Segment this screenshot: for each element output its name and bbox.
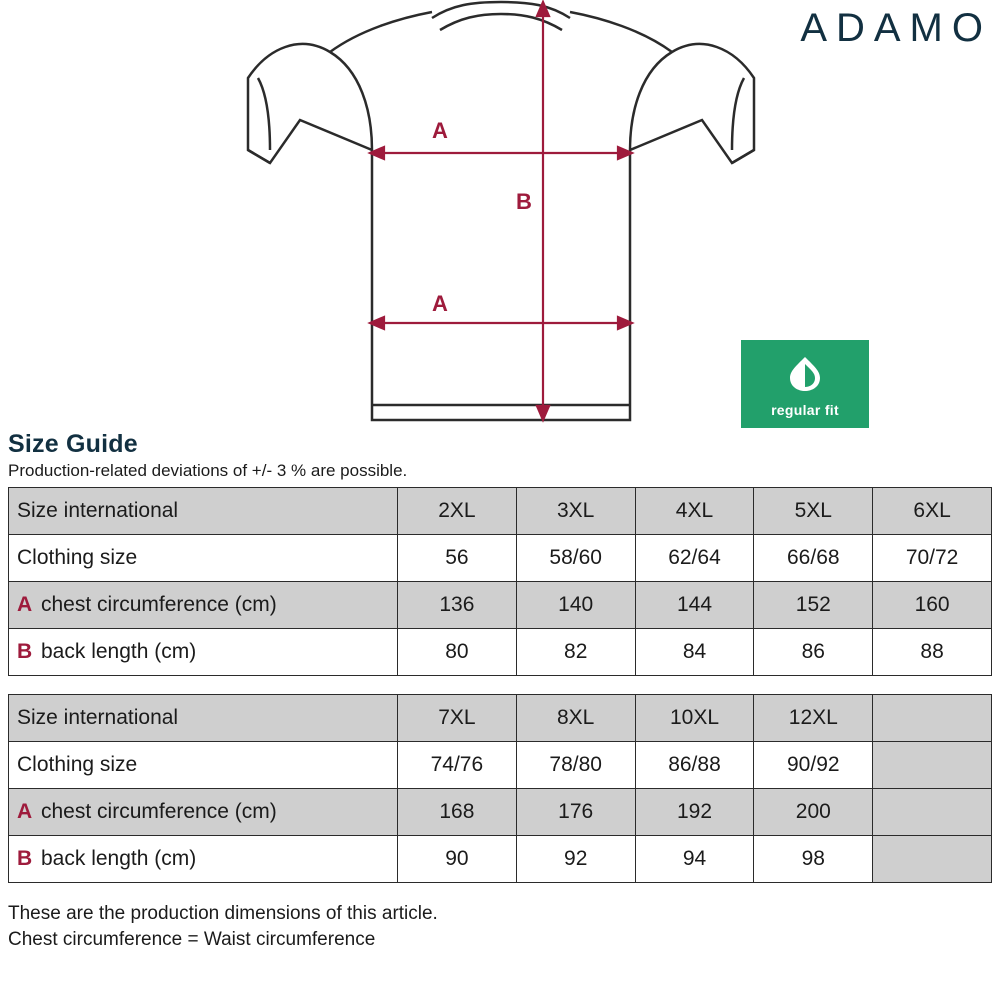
table-row	[9, 742, 992, 789]
cell-value: 58/60	[516, 535, 635, 582]
cell-value: 94	[635, 836, 754, 883]
row-label-text: chest circumference (cm)	[35, 800, 277, 823]
cell-value: 176	[516, 789, 635, 836]
cell-value: 86	[754, 629, 873, 676]
guide-subtitle: Production-related deviations of +/- 3 % are possible.	[8, 461, 408, 480]
row-letter: B	[17, 847, 33, 870]
cell-value: 152	[754, 582, 873, 629]
cell-value: 200	[754, 789, 873, 836]
cell-empty	[873, 789, 992, 836]
size-guide-section	[0, 430, 1000, 883]
cell-value: 92	[516, 836, 635, 883]
cell-value: 5XL	[754, 488, 873, 535]
row-label-text: back length (cm)	[35, 847, 197, 870]
row-label-text: Size international	[17, 706, 179, 729]
footnote-line-2: Chest circumference = Waist circumference	[8, 928, 376, 950]
cell-value: 12XL	[754, 695, 873, 742]
cell-value: 70/72	[873, 535, 992, 582]
row-letter: A	[17, 800, 33, 823]
row-label	[9, 742, 398, 789]
row-label-text: chest circumference (cm)	[35, 593, 277, 616]
cell-value: 136	[398, 582, 517, 629]
footnote-line-1: These are the production dimensions of this article.	[8, 903, 438, 924]
table-row	[9, 789, 992, 836]
cell-value: 62/64	[635, 535, 754, 582]
table-row	[9, 488, 992, 535]
cell-empty	[873, 836, 992, 883]
dimension-label-back-length: B	[516, 189, 532, 214]
cell-value: 80	[398, 629, 517, 676]
cell-empty	[873, 695, 992, 742]
cell-value: 78/80	[516, 742, 635, 789]
cell-value: 192	[635, 789, 754, 836]
cell-value: 56	[398, 535, 517, 582]
product-illustration	[0, 0, 1000, 430]
table-row	[9, 629, 992, 676]
row-letter: B	[17, 640, 33, 663]
cell-value: 74/76	[398, 742, 517, 789]
row-label	[9, 789, 398, 836]
fit-badge-label: regular fit	[771, 401, 839, 418]
cell-value: 66/68	[754, 535, 873, 582]
row-label	[9, 629, 398, 676]
cell-value: 7XL	[398, 695, 517, 742]
cell-value: 4XL	[635, 488, 754, 535]
row-label-text: Clothing size	[17, 546, 138, 569]
size-table-secondary	[8, 694, 992, 883]
row-label	[9, 582, 398, 629]
row-label	[9, 836, 398, 883]
row-label	[9, 695, 398, 742]
cell-value: 160	[873, 582, 992, 629]
table-row	[9, 535, 992, 582]
row-label-text: Size international	[17, 499, 179, 522]
dimension-label-waist: A	[432, 291, 448, 316]
cell-value: 90	[398, 836, 517, 883]
cell-value: 82	[516, 629, 635, 676]
row-label	[9, 488, 398, 535]
cell-value: 144	[635, 582, 754, 629]
page-title: Size Guide	[8, 430, 138, 458]
cell-value: 90/92	[754, 742, 873, 789]
cell-value: 88	[873, 629, 992, 676]
table-row	[9, 582, 992, 629]
dimension-label-chest: A	[432, 118, 448, 143]
cell-value: 168	[398, 789, 517, 836]
row-label-text: back length (cm)	[35, 640, 197, 663]
cell-value: 2XL	[398, 488, 517, 535]
cell-value: 140	[516, 582, 635, 629]
cell-value: 10XL	[635, 695, 754, 742]
size-table-primary	[8, 487, 992, 676]
footnote	[0, 901, 1000, 952]
droplet-icon	[784, 353, 826, 400]
cell-value: 86/88	[635, 742, 754, 789]
cell-value: 84	[635, 629, 754, 676]
cell-value: 98	[754, 836, 873, 883]
fit-badge	[741, 340, 869, 428]
brand-logo: ADAMO	[800, 6, 992, 50]
cell-value: 8XL	[516, 695, 635, 742]
cell-empty	[873, 742, 992, 789]
row-letter: A	[17, 593, 33, 616]
row-label-text: Clothing size	[17, 753, 138, 776]
cell-value: 3XL	[516, 488, 635, 535]
table-row	[9, 695, 992, 742]
row-label	[9, 535, 398, 582]
cell-value: 6XL	[873, 488, 992, 535]
table-row	[9, 836, 992, 883]
